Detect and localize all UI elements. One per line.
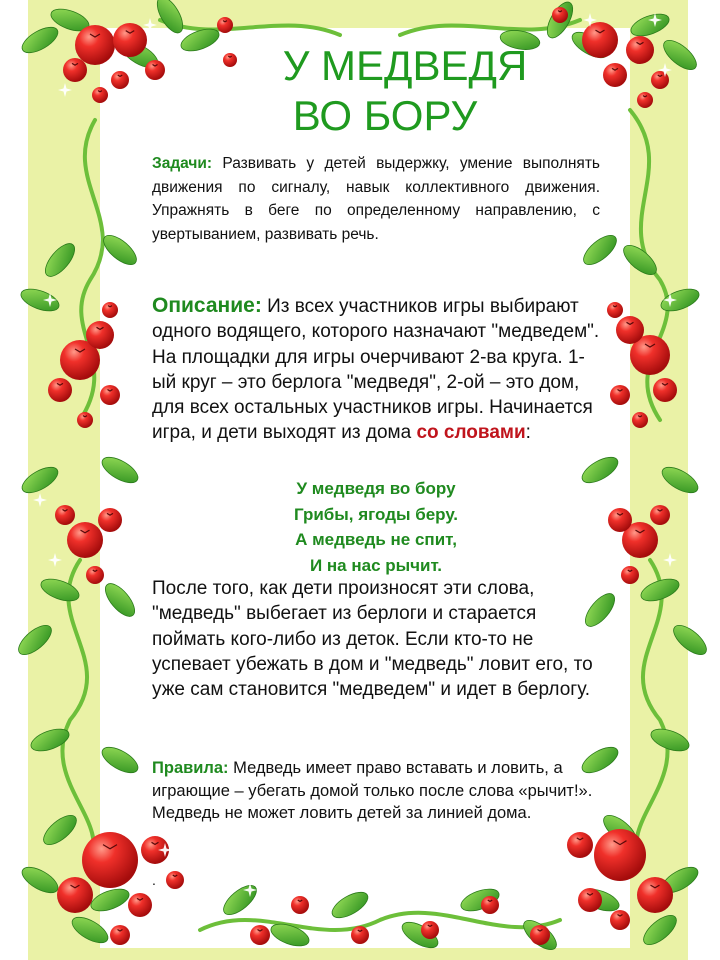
berry-icon — [530, 925, 550, 945]
berry-icon — [92, 87, 108, 103]
leaf-icon — [99, 230, 141, 270]
tasks-text: Развивать у детей выдержку, умение выполнять движения по сигналу, навык коллективного движения. Упражнять в беге по определенному направлению, с увертыванием, развивать речь. — [152, 155, 600, 243]
leaf-icon — [639, 910, 681, 950]
berry-icon — [578, 888, 602, 912]
berry-icon — [166, 871, 184, 889]
berry-icon — [86, 321, 114, 349]
leaf-icon — [98, 742, 142, 778]
leaf-icon — [88, 885, 132, 916]
page-title-line-2: ВО БОРУ — [292, 92, 478, 139]
berry-icon — [481, 896, 499, 914]
leaf-icon — [328, 887, 372, 923]
poem-line: У медведя во бору — [296, 479, 456, 498]
berry-icon — [610, 910, 630, 930]
rules-text: Медведь имеет право вставать и ловить, а играющие – убегать домой только после слова «рычит!». — [152, 759, 593, 800]
tasks-label: Задачи: — [152, 155, 213, 172]
berry-icon — [55, 505, 75, 525]
rules-paragraph — [152, 757, 600, 825]
berry-icon — [75, 25, 115, 65]
leaf-icon — [669, 620, 711, 660]
vine-stem — [62, 560, 93, 860]
rules-text-2: Медведь не может ловить детей за линией дома. — [152, 804, 532, 822]
berry-icon — [113, 23, 147, 57]
berry-icon — [48, 378, 72, 402]
sparkle-icon — [143, 18, 157, 32]
berry-icon — [421, 921, 439, 939]
berry-icon — [111, 71, 129, 89]
berry-icon — [607, 302, 623, 318]
berry-icon — [632, 412, 648, 428]
description-colon: : — [525, 422, 531, 444]
poem-line: А медведь не спит, — [295, 530, 457, 549]
description-paragraph — [152, 293, 600, 446]
berry-icon — [650, 505, 670, 525]
sparkle-icon — [663, 553, 677, 567]
tasks-paragraph — [152, 152, 600, 246]
sparkle-icon — [58, 83, 72, 97]
berry-icon — [616, 316, 644, 344]
berry-icon — [594, 829, 646, 881]
berry-icon — [128, 893, 152, 917]
berry-icon — [608, 508, 632, 532]
berry-icon — [63, 58, 87, 82]
berry-icon — [77, 412, 93, 428]
trailing-dot: . — [152, 872, 156, 888]
berry-icon — [98, 508, 122, 532]
description-highlight: со словами — [416, 422, 526, 444]
berry-icon — [102, 302, 118, 318]
berry-icon — [291, 896, 309, 914]
leaf-icon — [628, 10, 672, 41]
berry-icon — [86, 566, 104, 584]
leaf-icon — [18, 462, 62, 498]
berry-icon — [250, 925, 270, 945]
leaf-icon — [100, 579, 140, 621]
after-paragraph: После того, как дети произносят эти слова, "медведь" выбегает из берлоги и старается поймать кого-либо из деток. Если кто-то не успевает убежать в дом и "медведь" ловит его, то уже сам становится "медведем" и идет в берлогу. — [152, 578, 593, 701]
leaf-icon — [18, 862, 62, 898]
leaf-icon — [152, 0, 188, 37]
leaf-icon — [38, 575, 82, 606]
vine-stem — [160, 20, 340, 35]
sparkle-icon — [423, 893, 437, 907]
berry-icon — [621, 566, 639, 584]
berry-icon — [110, 925, 130, 945]
leaf-icon — [18, 22, 62, 58]
berry-icon — [100, 385, 120, 405]
leaf-icon — [40, 239, 80, 281]
sparkle-icon — [553, 893, 567, 907]
leaf-icon — [39, 810, 81, 850]
berry-icon — [637, 877, 673, 913]
berry-icon — [57, 877, 93, 913]
leaf-icon — [619, 240, 661, 280]
sparkle-icon — [33, 493, 47, 507]
vine-stem — [636, 560, 667, 860]
description-label: Описание: — [152, 294, 262, 317]
berry-icon — [552, 7, 568, 23]
leaf-icon — [14, 620, 56, 660]
poem-line: И на нас рычит. — [309, 555, 443, 575]
poem — [152, 476, 600, 578]
leaf-icon — [219, 880, 261, 920]
berry-icon — [217, 17, 233, 33]
rules-label: Правила: — [152, 759, 229, 777]
sparkle-icon — [48, 553, 62, 567]
page-title-line-1: У МЕДВЕДЯ — [282, 42, 528, 89]
leaf-icon — [98, 452, 142, 488]
poem-line: Грибы, ягоды беру. — [293, 504, 459, 524]
berry-icon — [351, 926, 369, 944]
description-text: Из всех участников игры выбирают одного водящего, которого назначают "медведем". На площадки для игры очерчивают 2-ва круга. 1-ый круг – это берлога "медведя", 2-ой – это дом, для всех остальных участников игры. Начинается игра, и дети выходят из дома — [152, 296, 600, 444]
berry-icon — [567, 832, 593, 858]
berry-icon — [67, 522, 103, 558]
leaf-icon — [68, 912, 112, 948]
sparkle-icon — [138, 923, 152, 937]
berry-icon — [653, 378, 677, 402]
leaf-icon — [658, 462, 702, 498]
berry-icon — [82, 832, 138, 888]
leaf-icon — [648, 725, 692, 756]
berry-icon — [610, 385, 630, 405]
